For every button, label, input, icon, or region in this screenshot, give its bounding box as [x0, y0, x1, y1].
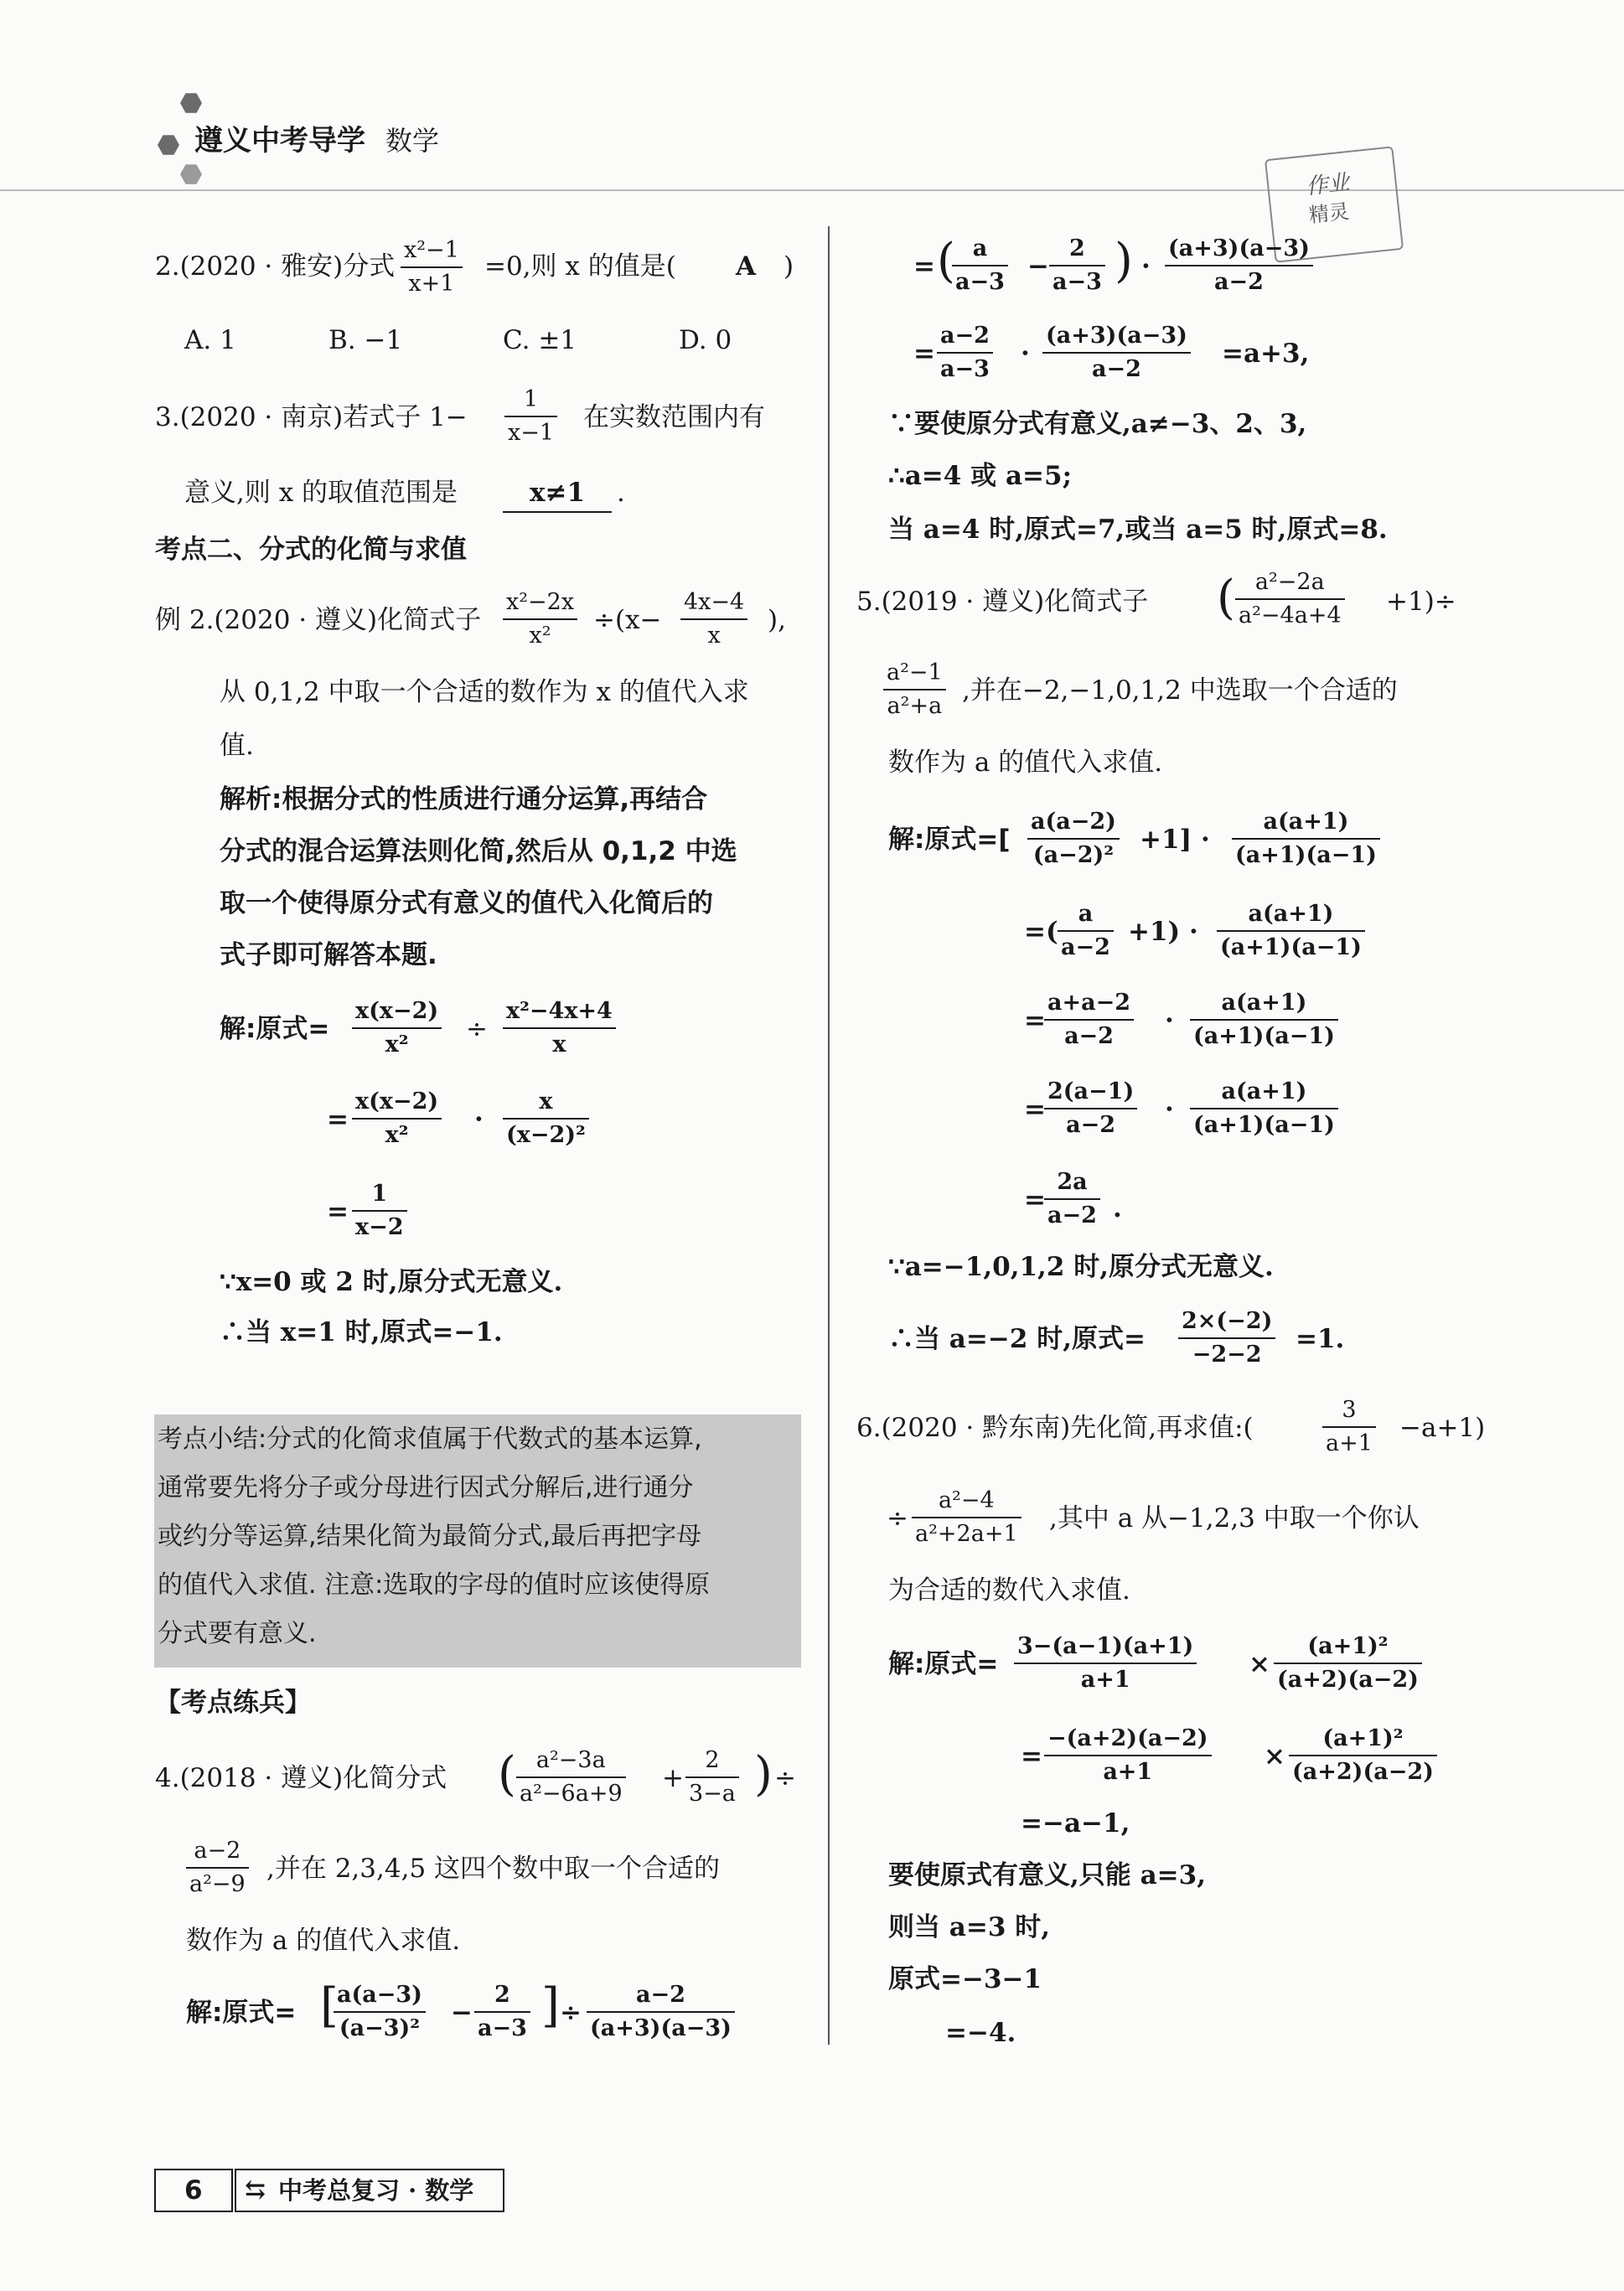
q5-step2-post: +1) ·: [1128, 917, 1198, 947]
r1-frac2: $\frac{2}{a-3}$: [1049, 233, 1105, 298]
q2-option-d: D. 0: [679, 325, 732, 355]
q4-solution-label: 解:原式=: [186, 1998, 297, 2028]
q4-paren-close: ): [754, 1747, 773, 1802]
analysis-line: 取一个使得原分式有意义的值代入化简后的: [220, 888, 713, 918]
q5-therefore: ∴当 a=−2 时,原式=: [888, 1324, 1146, 1354]
practice-heading: 【考点练兵】: [155, 1688, 311, 1718]
summary-line: 的值代入求值. 注意:选取的字母的值时应该使得原: [158, 1570, 711, 1600]
q4-fraction2: $\frac{2}{3-a}$: [685, 1745, 739, 1810]
q4-sol-frac2: $\frac{2}{a-3}$: [474, 1979, 530, 2045]
q5-step5-frac: $\frac{2a}{a-2}$: [1044, 1166, 1100, 1232]
q4-sol-div: ÷: [560, 1998, 582, 2028]
q3-line2: 意义,则 x 的取值范围是: [184, 478, 458, 508]
q3-answer: x≠1: [503, 474, 612, 513]
example2-mid: ÷(x−: [593, 605, 662, 635]
example2-line3: 值.: [220, 731, 254, 761]
therefore-line: ∴当 x=1 时,原式=−1.: [220, 1317, 503, 1347]
q4-div: ÷: [774, 1763, 796, 1793]
q5-paren-open: (: [1217, 571, 1235, 625]
q4-bracket-close: ]: [541, 1978, 560, 2033]
solution-step2-frac1: $\frac{x(x-2)}{\text{x²}}$: [352, 1086, 442, 1151]
q5-step4-dot: ·: [1165, 1094, 1174, 1125]
summary-line: 或约分等运算,结果化简为最简分式,最后再把字母: [158, 1522, 702, 1551]
summary-line: 考点小结:分式的化简求值属于代数式的基本运算,: [158, 1425, 702, 1454]
q5-therefore-frac: $\frac{2\times(-2)}{-2-2}$: [1178, 1306, 1275, 1371]
solution-step1-op: ÷: [466, 1014, 488, 1044]
q5-step5-dot: .: [1113, 1193, 1122, 1223]
q4-sol-frac3: $\frac{a-2}{(a+3)(a-3)}$: [587, 1979, 735, 2045]
q4-line2: ,并在 2,3,4,5 这四个数中取一个合适的: [266, 1854, 721, 1884]
q6-line-result: 原式=−3−1: [888, 1964, 1042, 1994]
q6-line2: ,其中 a 从−1,2,3 中取一个你认: [1049, 1503, 1420, 1533]
r1-frac3: $\frac{(a+3)(a-3)}{a-2}$: [1165, 233, 1313, 298]
summary-line: 通常要先将分子或分母进行因式分解后,进行通分: [158, 1473, 694, 1502]
solution-step1-frac2: $\frac{\text{x²−4x+4}}{x}$: [503, 996, 616, 1061]
q6-step3: =−a−1,: [1021, 1808, 1130, 1838]
q3-fraction: $\frac{1}{x-1}$: [504, 384, 557, 449]
r2-frac2: $\frac{(a+3)(a-3)}{a-2}$: [1042, 320, 1191, 385]
q5-step2-frac2: $\frac{a(a+1)}{(a+1)(a-1)}$: [1217, 898, 1365, 964]
summary-line: 分式要有意义.: [158, 1619, 317, 1648]
because-line: ∵x=0 或 2 时,原分式无意义.: [220, 1267, 563, 1297]
book-title: 遵义中考导学: [194, 124, 365, 158]
q6-suffix: −a+1): [1399, 1413, 1486, 1443]
r2-eq: =: [913, 339, 935, 369]
example2-fraction2: $\frac{4x-4}{x}$: [680, 587, 747, 652]
q2-option-b: B. −1: [328, 325, 403, 355]
q5-step3-frac2: $\frac{a(a+1)}{(a+1)(a-1)}$: [1190, 987, 1338, 1052]
q6-solution-label: 解:原式=: [888, 1649, 999, 1679]
q6-sol-frac2: $\frac{\text{(a+1)²}}{(a+2)(a-2)}$: [1274, 1631, 1422, 1696]
q3-suffix: 在实数范围内有: [583, 402, 765, 432]
q4-fraction3: $\frac{a-2}{\text{a²−9}}$: [186, 1835, 249, 1901]
r3-line: ∵要使原分式有意义,a≠−3、2、3,: [888, 409, 1307, 439]
solution-step2-op: ·: [474, 1104, 484, 1135]
r1-paren-open: (: [937, 234, 955, 288]
example2-line2: 从 0,1,2 中取一个合适的数作为 x 的值代入求: [220, 677, 749, 707]
q6-sol-frac1: $\frac{3-(a-1)(a+1)}{a+1}$: [1014, 1631, 1197, 1696]
q6-div: ÷: [887, 1503, 908, 1533]
solution-step3-eq: =: [327, 1197, 349, 1227]
solution-step2-frac2: $\frac{x}{\text{(x−2)²}}$: [503, 1086, 589, 1151]
hexagon-decor-icon: [180, 92, 202, 114]
q2-option-c: C. ±1: [503, 325, 577, 355]
r5-line: 当 a=4 时,原式=7,或当 a=5 时,原式=8.: [888, 515, 1388, 545]
hexagon-decor-icon: [158, 134, 179, 156]
q3-dot: .: [617, 478, 625, 508]
q6-step2-frac2: $\frac{\text{(a+1)²}}{(a+2)(a-2)}$: [1289, 1723, 1437, 1788]
q5-step2-pre: =(: [1024, 917, 1058, 947]
solution-step1-frac1: $\frac{x(x-2)}{\text{x²}}$: [352, 996, 442, 1061]
r1-paren-close: ): [1115, 234, 1133, 288]
q5-step2-frac1: $\frac{a}{a-2}$: [1058, 898, 1114, 964]
q5-fraction2: $\frac{\text{a²−1}}{\text{a²+a}}$: [883, 657, 946, 722]
q5-fraction1: $\frac{\text{a²−2a}}{\text{a²−4a+4}}$: [1235, 566, 1345, 632]
q2-fraction: $\frac{\text{x²−1}}{x+1}$: [401, 235, 463, 300]
footer-book-box: [235, 2169, 504, 2212]
r2-dot: ·: [1021, 339, 1030, 369]
q6-line-when: 则当 a=3 时,: [888, 1912, 1051, 1942]
q5-suffix: +1)÷: [1386, 587, 1456, 617]
q4-bracket-open: [: [320, 1978, 339, 2033]
solution-step3-frac: $\frac{1}{x-2}$: [352, 1178, 407, 1244]
page-number: 6: [184, 2175, 203, 2206]
q5-sol-post: +1] ·: [1140, 825, 1210, 855]
example2-fraction1: $\frac{\text{x²−2x}}{\text{x²}}$: [503, 587, 577, 652]
q4-sol-frac1: $\frac{a(a-3)}{\text{(a−3)²}}$: [334, 1979, 426, 2045]
r2-frac1: $\frac{a-2}{a-3}$: [937, 320, 993, 385]
q5-step4-frac1: $\frac{2(a-1)}{a-2}$: [1044, 1076, 1137, 1141]
q2-option-a: A. 1: [184, 325, 236, 355]
stamp-logo: 作业 精灵: [1265, 146, 1404, 262]
q6-line-final: =−4.: [945, 2018, 1016, 2048]
q5-line3: 数作为 a 的值代入求值.: [888, 747, 1163, 778]
footer-book-title: 中考总复习 · 数学: [278, 2176, 474, 2205]
page-number-box: [154, 2169, 233, 2212]
analysis-line: 式子即可解答本题.: [220, 940, 437, 970]
q6-step2-frac1: $\frac{-(a+2)(a-2)}{a+1}$: [1044, 1723, 1212, 1788]
r1-eq: =: [913, 251, 935, 282]
analysis-line: 分式的混合运算法则化简,然后从 0,1,2 中选: [220, 836, 737, 866]
q5-step3-eq: =: [1024, 1006, 1046, 1036]
solution-step2-eq: =: [327, 1104, 349, 1135]
q4-line3: 数作为 a 的值代入求值.: [186, 1926, 461, 1956]
arrow-icon: ⇆: [245, 2175, 266, 2205]
q2-close: ): [784, 251, 794, 282]
q4-sol-minus: −: [451, 1998, 473, 2028]
q6-step2-eq: =: [1021, 1741, 1042, 1771]
section-heading: 考点二、分式的化简与求值: [155, 535, 467, 565]
q5-solution-label: 解:原式=[: [888, 825, 1011, 855]
example2-close: ),: [768, 605, 786, 635]
r1-dot: ·: [1141, 251, 1151, 282]
q2-prefix: 2.(2020 · 雅安)分式: [155, 251, 396, 282]
q6-fraction1: $\frac{3}{a+1}$: [1322, 1394, 1376, 1460]
r2-result: =a+3,: [1222, 339, 1310, 369]
analysis-line: 解析:根据分式的性质进行通分运算,再结合: [220, 784, 708, 815]
q4-paren-open: (: [498, 1747, 516, 1802]
r1-minus: −: [1027, 251, 1049, 282]
q6-line-require: 要使原式有意义,只能 a=3,: [888, 1860, 1207, 1890]
q5-step3-dot: ·: [1165, 1006, 1174, 1036]
q5-sol-frac2: $\frac{a(a+1)}{(a+1)(a-1)}$: [1232, 806, 1380, 871]
solution-label: 解:原式=: [220, 1014, 330, 1044]
book-subject: 数学: [385, 125, 440, 157]
q3-prefix: 3.(2020 · 南京)若式子 1−: [155, 402, 468, 432]
q6-fraction2: $\frac{\text{a²−4}}{\text{a²+2a+1}}$: [912, 1485, 1021, 1550]
r4-line: ∴a=4 或 a=5;: [888, 461, 1073, 491]
q5-step3-frac1: $\frac{a+a-2}{a-2}$: [1044, 987, 1134, 1052]
q5-step4-frac2: $\frac{a(a+1)}{(a+1)(a-1)}$: [1190, 1076, 1338, 1141]
hexagon-decor-icon: [180, 163, 202, 185]
column-divider: [828, 226, 830, 2045]
q5-sol-frac1: $\frac{a(a-2)}{\text{(a−2)²}}$: [1027, 806, 1120, 871]
q4-prefix: 4.(2018 · 遵义)化简分式: [155, 1763, 447, 1793]
q2-suffix: =0,则 x 的值是(: [484, 251, 676, 282]
q5-step5-eq: =: [1024, 1185, 1046, 1215]
q6-step2-times: ×: [1264, 1741, 1285, 1771]
q2-answer: A: [736, 251, 757, 282]
q5-line2: ,并在−2,−1,0,1,2 中选取一个合适的: [962, 675, 1398, 706]
q6-prefix: 6.(2020 · 黔东南)先化简,再求值:(: [856, 1413, 1254, 1443]
q5-because: ∵a=−1,0,1,2 时,原分式无意义.: [888, 1252, 1274, 1282]
q4-plus: +: [662, 1763, 684, 1793]
q4-fraction1: $\frac{\text{a²−3a}}{\text{a²−6a+9}}$: [516, 1745, 626, 1810]
q5-therefore-post: =1.: [1296, 1324, 1345, 1354]
q6-line3: 为合适的数代入求值.: [888, 1575, 1130, 1606]
r1-frac1: $\frac{a}{a-3}$: [952, 233, 1008, 298]
q5-prefix: 5.(2019 · 遵义)化简式子: [856, 587, 1149, 617]
q6-sol-times: ×: [1249, 1649, 1270, 1679]
q5-step4-eq: =: [1024, 1094, 1046, 1125]
example2-prefix: 例 2.(2020 · 遵义)化简式子: [155, 605, 482, 635]
